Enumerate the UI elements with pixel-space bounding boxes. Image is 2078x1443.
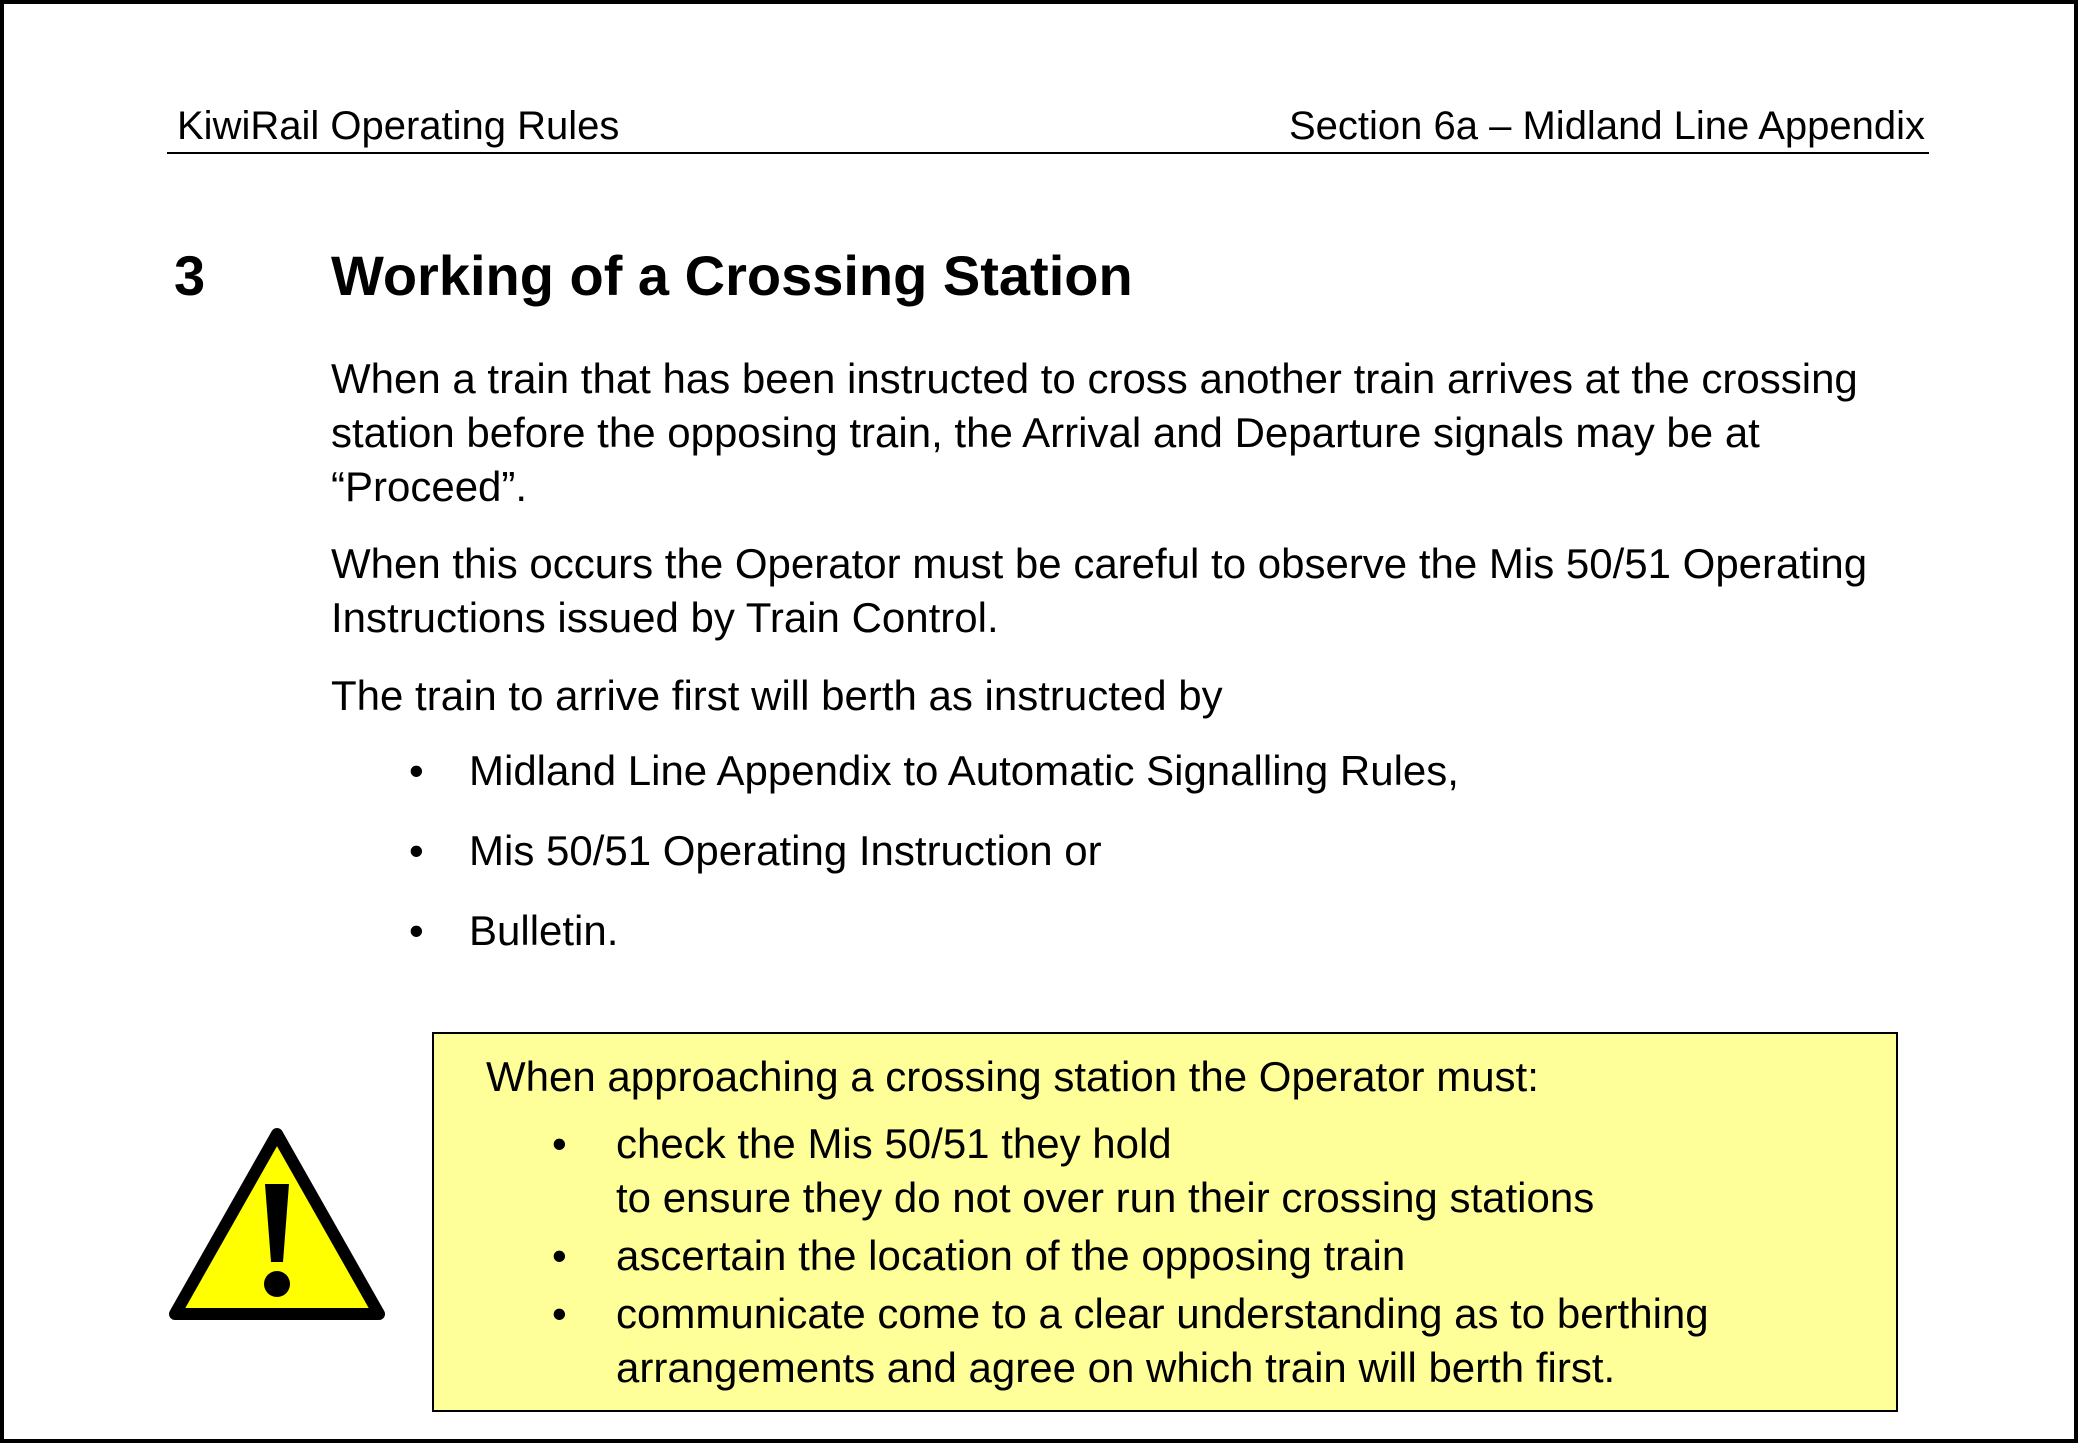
list-item [486,1117,1709,1225]
warning-callout [432,1032,1898,1412]
bullet-icon: • [552,1232,567,1279]
paragraph-operator-careful: When this occurs the Operator must be careful to observe the Mis 50/51 Operating Instructions issued by Train Control. [331,540,1868,641]
bullet-icon: • [409,827,424,874]
bullet-icon: • [552,1120,567,1167]
warning-triangle-icon [167,1122,387,1322]
bullet-icon: • [409,907,424,954]
paragraph-arrival-signals: When a train that has been instructed to cross another train arrives at the crossing station before the opposing train, the Arrival and Departure signals may be at “Proceed”. [331,355,1858,510]
section-heading: Working of a Crossing Station [331,244,1133,307]
callout-item-line: check the Mis 50/51 they hold [616,1120,1172,1167]
callout-intro: When approaching a crossing station the Operator must: [486,1053,1539,1100]
header-document-title: KiwiRail Operating Rules [177,104,620,148]
berth-instruction-list [331,744,1459,984]
list-item-text: Mis 50/51 Operating Instruction or [469,827,1102,874]
callout-item-line: ascertain the location of the opposing train [616,1232,1406,1279]
list-item-text: Midland Line Appendix to Automatic Signalling Rules, [469,747,1459,794]
callout-item-line: arrangements and agree on which train will berth first. [616,1344,1616,1391]
list-item [486,1229,1709,1283]
running-header [167,102,1929,154]
list-item [331,824,1459,904]
list-item-text: Bulletin. [469,907,619,954]
callout-item-line: to ensure they do not over run their crossing stations [616,1174,1595,1221]
section-number: 3 [174,244,206,307]
list-item [331,744,1459,824]
callout-list [486,1117,1709,1395]
bullet-icon: • [552,1290,567,1337]
header-section-title: Section 6a – Midland Line Appendix [1288,104,1925,148]
paragraph-berth-instruction: The train to arrive first will berth as instructed by [331,672,1223,719]
bullet-icon: • [409,747,424,794]
list-item [331,904,1459,984]
callout-item-line: communicate come to a clear understanding as to berthing [616,1290,1709,1337]
list-item [486,1287,1709,1395]
